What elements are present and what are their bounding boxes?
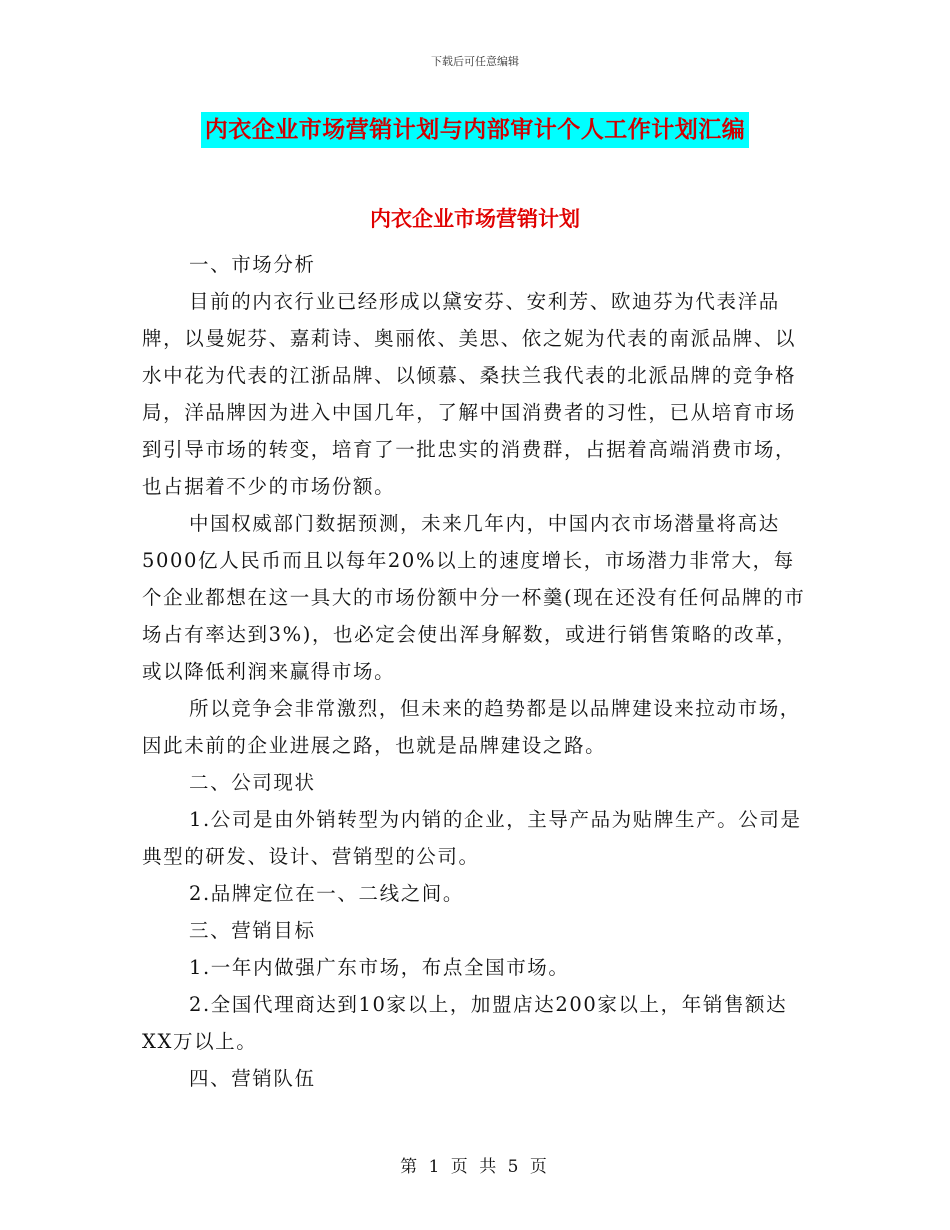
main-title-container	[0, 112, 950, 148]
page-number-footer: 第 1 页 共 5 页	[400, 1157, 550, 1177]
heading-company-status: 二、公司现状	[189, 771, 316, 794]
paragraph-company-status-2: 2.品牌定位在一、二线之间。	[189, 882, 465, 905]
document-body	[142, 246, 810, 1097]
heading-market-analysis: 一、市场分析	[189, 253, 316, 276]
section-title: 内衣企业市场营销计划	[370, 206, 580, 231]
header-note: 下载后可任意编辑	[431, 55, 519, 68]
heading-marketing-team: 四、营销队伍	[189, 1067, 316, 1090]
main-title: 内衣企业市场营销计划与内部审计个人工作计划汇编	[201, 112, 750, 148]
paragraph-competition-trend: 所以竞争会非常激烈，但未来的趋势都是以品牌建设来拉动市场，因此未前的企业进展之路，也就是品牌建设之路。	[142, 697, 801, 757]
heading-marketing-goals: 三、营销目标	[189, 919, 316, 942]
paragraph-market-forecast: 中国权威部门数据预测，未来几年内，中国内衣市场潜量将高达5000亿人民币而且以每年20%以上的速度增长，市场潜力非常大，每个企业都想在这一具大的市场份额中分一杯羹(现在还没有任何品牌的市场占有率达到3%)，也必定会使出浑身解数，或进行销售策略的改革，或以降低利润来赢得市场。	[142, 512, 806, 683]
paragraph-industry-landscape: 目前的内衣行业已经形成以黛安芬、安利芳、欧迪芬为代表洋品牌，以曼妮芬、嘉莉诗、奥丽侬、美思、依之妮为代表的南派品牌、以水中花为代表的江浙品牌、以倾慕、桑扶兰我代表的北派品牌的竞争格局，洋品牌因为进入中国几年，了解中国消费者的习性，已从培育市场到引导市场的转变，培育了一批忠实的消费群，占据着高端消费市场，也占据着不少的市场份额。	[142, 290, 797, 498]
paragraph-goal-1: 1.一年内做强广东市场，布点全国市场。	[189, 956, 570, 979]
paragraph-goal-2: 2.全国代理商达到10家以上，加盟店达200家以上，年销售额达XX万以上。	[142, 993, 788, 1053]
paragraph-company-status-1: 1.公司是由外销转型为内销的企业，主导产品为贴牌生产。公司是典型的研发、设计、营销型的公司。	[142, 808, 802, 868]
